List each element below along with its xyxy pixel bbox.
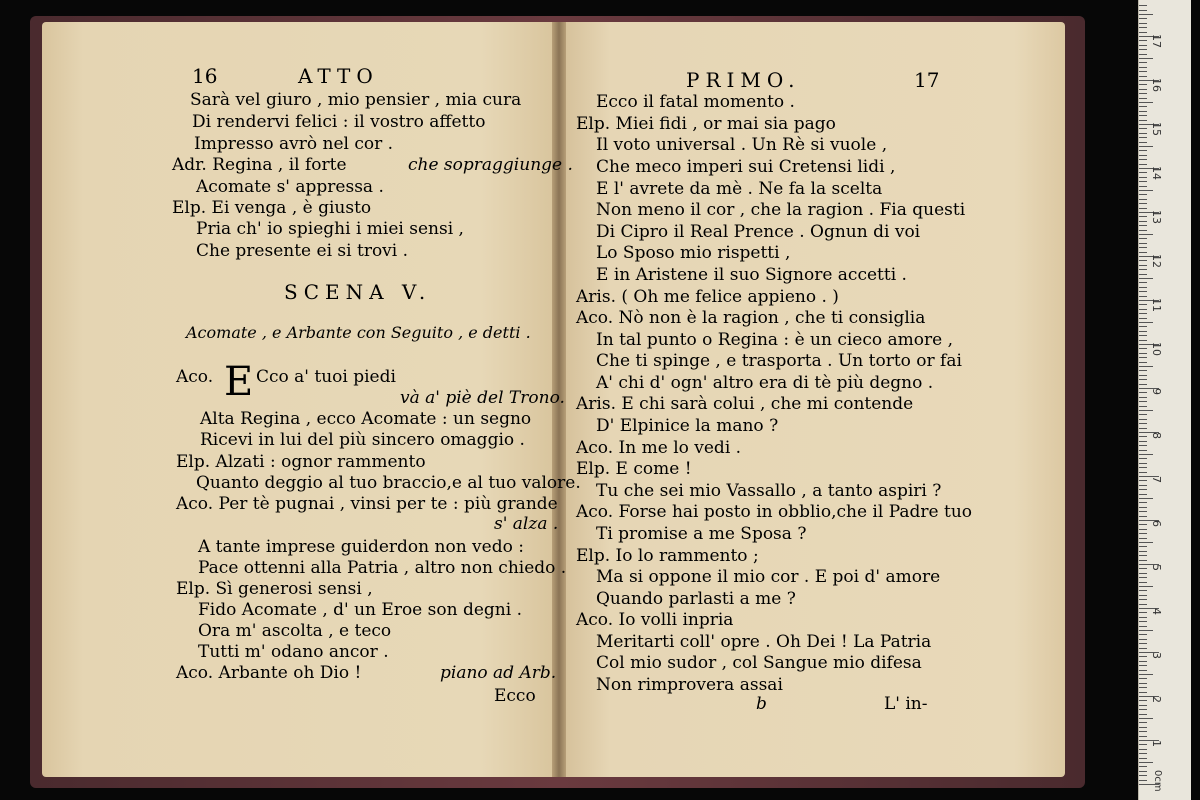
ruler-tick: [1139, 111, 1147, 112]
text-line: Pace ottenni alla Patria , altro non chiedo .: [198, 558, 567, 578]
ruler-tick: [1139, 414, 1147, 415]
ruler-tick: [1139, 203, 1147, 204]
ruler-tick: [1139, 700, 1147, 701]
ruler-tick: [1139, 313, 1147, 314]
ruler-tick: [1139, 252, 1147, 253]
text-line: Elp. Sì generosi sensi ,: [176, 579, 373, 599]
ruler-tick: [1139, 560, 1147, 561]
ruler-tick: [1139, 502, 1147, 503]
ruler-tick: [1139, 665, 1147, 666]
text-line: Che meco imperi sui Cretensi lidi ,: [596, 157, 896, 177]
ruler-tick: [1139, 617, 1147, 618]
text-line: Pria ch' io spieghi i miei sensi ,: [196, 219, 464, 239]
ruler-tick: [1139, 238, 1147, 239]
ruler-tick: [1139, 775, 1147, 776]
ruler-tick: [1139, 736, 1147, 737]
ruler-tick: [1139, 260, 1147, 261]
text-line: Elp. Miei fidi , or mai sia pago: [576, 114, 836, 134]
ruler-tick: [1139, 406, 1147, 407]
ruler-tick: [1139, 106, 1147, 107]
text-line: Aco. Per tè pugnai , vinsi per te : più grande: [176, 494, 558, 514]
text-line: D' Elpinice la mano ?: [596, 416, 779, 436]
running-head-right: PRIMO.: [686, 68, 801, 92]
ruler-tick: [1139, 318, 1147, 319]
ruler-label: 12: [1150, 254, 1163, 268]
ruler-tick: [1139, 234, 1153, 235]
ruler-tick: [1139, 524, 1147, 525]
ruler-tick: [1139, 731, 1147, 732]
ruler-tick: [1139, 5, 1147, 6]
ruler-label: 2: [1150, 696, 1163, 703]
ruler-tick: [1139, 551, 1147, 552]
ruler-tick: [1139, 67, 1147, 68]
ruler-tick: [1139, 282, 1147, 283]
ruler-tick: [1139, 758, 1147, 759]
text-line: Aco. Forse hai posto in obblio,che il Padre tuo: [576, 502, 973, 522]
text-line: Il voto universal . Un Rè si vuole ,: [596, 135, 888, 155]
ruler-tick: [1139, 326, 1147, 327]
ruler-tick: [1139, 753, 1147, 754]
ruler-tick: [1139, 538, 1147, 539]
ruler-tick: [1139, 186, 1147, 187]
ruler-tick: [1139, 639, 1147, 640]
ruler-tick: [1139, 498, 1153, 499]
ruler-tick: [1139, 89, 1147, 90]
ruler-tick: [1139, 573, 1147, 574]
ruler-tick: [1139, 164, 1147, 165]
ruler-tick: [1139, 221, 1147, 222]
ruler-label: 5: [1150, 564, 1163, 571]
ruler-label: 17: [1150, 34, 1163, 48]
ruler-tick: [1139, 58, 1153, 59]
ruler-tick: [1139, 586, 1153, 587]
ruler-label: 7: [1150, 476, 1163, 483]
ruler-label: 6: [1150, 520, 1163, 527]
ruler-tick: [1139, 375, 1147, 376]
ruler-label: 13: [1150, 210, 1163, 224]
text-line: Fido Acomate , d' un Eroe son degni .: [198, 600, 522, 620]
ruler-tick: [1139, 296, 1147, 297]
ruler-tick: [1139, 771, 1147, 772]
text-line: Sarà vel giuro , mio pensier , mia cura: [190, 90, 522, 110]
text-line: Aco. Arbante oh Dio !: [176, 663, 362, 683]
ruler-tick: [1139, 423, 1147, 424]
ruler-tick: [1139, 76, 1147, 77]
ruler-label: 0cm: [1152, 770, 1163, 792]
ruler-tick: [1139, 172, 1147, 173]
ruler-tick: [1139, 384, 1147, 385]
ruler-tick: [1139, 428, 1147, 429]
ruler-tick: [1139, 397, 1147, 398]
ruler-tick: [1139, 208, 1147, 209]
ruler-label: 16: [1150, 78, 1163, 92]
speaker-label: Aco.: [176, 367, 214, 387]
stage-direction: và a' piè del Trono.: [400, 388, 565, 408]
ruler-tick: [1139, 762, 1153, 763]
ruler-tick: [1139, 683, 1147, 684]
ruler-tick: [1139, 621, 1147, 622]
ruler-tick: [1139, 322, 1153, 323]
ruler-tick: [1139, 348, 1147, 349]
text-line: Non rimprovera assai: [596, 675, 783, 695]
ruler-tick: [1139, 84, 1147, 85]
text-line: Ecco il fatal momento .: [596, 92, 795, 112]
ruler-tick: [1139, 150, 1147, 151]
text-line: Di Cipro il Real Prence . Ognun di voi: [596, 222, 921, 242]
ruler-tick: [1139, 661, 1147, 662]
ruler-tick: [1139, 599, 1147, 600]
text-line: Quando parlasti a me ?: [596, 589, 796, 609]
ruler-tick: [1139, 546, 1147, 547]
text-line: Tutti m' odano ancor .: [198, 642, 389, 662]
ruler-tick: [1139, 357, 1147, 358]
ruler-tick: [1139, 265, 1147, 266]
ruler-tick: [1139, 454, 1153, 455]
ruler-tick: [1139, 529, 1147, 530]
ruler-tick: [1139, 54, 1147, 55]
ruler-tick: [1139, 568, 1147, 569]
ruler-tick: [1139, 115, 1147, 116]
ruler-tick: [1139, 766, 1147, 767]
ruler-tick: [1139, 507, 1147, 508]
ruler-tick: [1139, 32, 1147, 33]
ruler-label: 8: [1150, 432, 1163, 439]
ruler-tick: [1139, 177, 1147, 178]
ruler-tick: [1139, 401, 1147, 402]
ruler-tick: [1139, 366, 1153, 367]
ruler-tick: [1139, 181, 1147, 182]
ruler-tick: [1139, 630, 1153, 631]
ruler-tick: [1139, 392, 1147, 393]
ruler-tick: [1139, 648, 1147, 649]
ruler-label: 4: [1150, 608, 1163, 615]
ruler-tick: [1139, 216, 1147, 217]
ruler-tick: [1139, 674, 1153, 675]
text-line: Col mio sudor , col Sangue mio difesa: [596, 653, 922, 673]
text-line: In tal punto o Regina : è un cieco amore ,: [596, 330, 953, 350]
ruler-tick: [1139, 656, 1147, 657]
text-line: Elp. Ei venga , è giusto: [172, 198, 372, 218]
ruler-tick: [1139, 678, 1147, 679]
scene-subheading: Acomate , e Arbante con Seguito , e detti .: [186, 323, 531, 342]
measuring-ruler: [1138, 0, 1191, 800]
page-number-right: 17: [914, 68, 940, 92]
catchword-right: L' in-: [884, 694, 928, 714]
text-line: A tante imprese guiderdon non vedo :: [198, 537, 524, 557]
ruler-tick: [1139, 120, 1147, 121]
text-line: A' chi d' ogn' altro era di tè più degno .: [596, 373, 934, 393]
ruler-tick: [1139, 692, 1147, 693]
stage-direction: piano ad Arb.: [440, 663, 557, 683]
ruler-tick: [1139, 542, 1153, 543]
scene-heading: SCENA V.: [284, 280, 432, 304]
ruler-tick: [1139, 722, 1147, 723]
text-line: E in Aristene il suo Signore accetti .: [596, 265, 907, 285]
ruler-tick: [1139, 23, 1147, 24]
ruler-tick: [1139, 243, 1147, 244]
ruler-tick: [1139, 485, 1147, 486]
ruler-label: 3: [1150, 652, 1163, 659]
ruler-tick: [1139, 128, 1147, 129]
ruler-tick: [1139, 194, 1147, 195]
ruler-label: 9: [1150, 388, 1163, 395]
ruler-tick: [1139, 14, 1153, 15]
ruler-tick: [1139, 643, 1147, 644]
ruler-tick: [1139, 612, 1147, 613]
text-line: Aris. E chi sarà colui , che mi contende: [576, 394, 914, 414]
ruler-tick: [1139, 709, 1147, 710]
text-line: Aco. Io volli inpria: [576, 610, 734, 630]
ruler-tick: [1139, 744, 1147, 745]
ruler-tick: [1139, 18, 1147, 19]
ruler-tick: [1139, 102, 1153, 103]
text-line: Cco a' tuoi piedi: [256, 367, 396, 387]
ruler-tick: [1139, 533, 1147, 534]
ruler-tick: [1139, 49, 1147, 50]
ruler-tick: [1139, 146, 1153, 147]
ruler-tick: [1139, 362, 1147, 363]
ruler-tick: [1139, 269, 1147, 270]
ruler-tick: [1139, 516, 1147, 517]
ruler-tick: [1139, 687, 1147, 688]
text-line: Che ti spinge , e trasporta . Un torto or fai: [596, 351, 962, 371]
page-number-left: 16: [192, 64, 218, 88]
ruler-tick: [1139, 511, 1147, 512]
ruler-tick: [1139, 467, 1147, 468]
ruler-tick: [1139, 10, 1147, 11]
stage-direction: s' alza .: [494, 514, 559, 534]
ruler-tick: [1139, 705, 1147, 706]
ruler-tick: [1139, 40, 1147, 41]
text-line: Elp. Alzati : ognor rammento: [176, 452, 426, 472]
ruler-label: 14: [1150, 166, 1163, 180]
ruler-tick: [1139, 458, 1147, 459]
ruler-tick: [1139, 230, 1147, 231]
ruler-tick: [1139, 27, 1147, 28]
text-line: Ma si oppone il mio cor . E poi d' amore: [596, 567, 941, 587]
ruler-tick: [1139, 634, 1147, 635]
ruler-tick: [1139, 670, 1147, 671]
ruler-tick: [1139, 445, 1147, 446]
ruler-tick: [1139, 291, 1147, 292]
ruler-tick: [1139, 626, 1147, 627]
drop-capital: E: [224, 359, 254, 405]
ruler-tick: [1139, 714, 1147, 715]
ruler-tick: [1139, 595, 1147, 596]
ruler-tick: [1139, 225, 1147, 226]
text-line: Ti promise a me Sposa ?: [596, 524, 807, 544]
signature-mark: b: [756, 694, 767, 714]
text-line: Ricevi in lui del più sincero omaggio .: [200, 430, 525, 450]
text-line: Adr. Regina , il forte: [172, 155, 347, 175]
text-line: Elp. Io lo rammento ;: [576, 546, 759, 566]
text-line: Tu che sei mio Vassallo , a tanto aspiri ?: [596, 481, 942, 501]
ruler-tick: [1139, 340, 1147, 341]
ruler-tick: [1139, 450, 1147, 451]
ruler-tick: [1139, 718, 1153, 719]
ruler-label: 15: [1150, 122, 1163, 136]
text-line: Aco. Nò non è la ragion , che ti consiglia: [576, 308, 926, 328]
ruler-tick: [1139, 436, 1147, 437]
ruler-tick: [1139, 190, 1153, 191]
text-line: Che presente ei si trovi .: [196, 241, 409, 261]
ruler-tick: [1139, 335, 1147, 336]
ruler-tick: [1139, 727, 1147, 728]
ruler-tick: [1139, 590, 1147, 591]
ruler-tick: [1139, 555, 1147, 556]
ruler-tick: [1139, 353, 1147, 354]
text-line: Aco. In me lo vedi .: [576, 438, 742, 458]
ruler-tick: [1139, 287, 1147, 288]
ruler-tick: [1139, 370, 1147, 371]
ruler-label: 11: [1150, 298, 1163, 312]
ruler-label: 10: [1150, 342, 1163, 356]
ruler-tick: [1139, 199, 1147, 200]
ruler-tick: [1139, 410, 1153, 411]
text-line: Ora m' ascolta , e teco: [198, 621, 392, 641]
ruler-tick: [1139, 379, 1147, 380]
text-line: Non meno il cor , che la ragion . Fia questi: [596, 200, 966, 220]
running-head-left: ATTO: [298, 64, 379, 88]
ruler-tick: [1139, 780, 1147, 781]
text-line: Alta Regina , ecco Acomate : un segno: [200, 409, 532, 429]
ruler-tick: [1139, 463, 1147, 464]
ruler-tick: [1139, 133, 1147, 134]
text-line: Acomate s' appressa .: [196, 177, 384, 197]
ruler-tick: [1139, 749, 1147, 750]
ruler-tick: [1139, 419, 1147, 420]
text-line: Lo Sposo mio rispetti ,: [596, 243, 791, 263]
ruler-tick: [1139, 480, 1147, 481]
ruler-tick: [1139, 304, 1147, 305]
ruler-label: 1: [1150, 740, 1163, 747]
ruler-tick: [1139, 45, 1147, 46]
text-line: Di rendervi felici : il vostro affetto: [192, 112, 486, 132]
catchword-left: Ecco: [494, 686, 536, 706]
ruler-tick: [1139, 62, 1147, 63]
text-line: Aris. ( Oh me felice appieno . ): [576, 287, 839, 307]
ruler-tick: [1139, 93, 1147, 94]
ruler-tick: [1139, 142, 1147, 143]
ruler-tick: [1139, 494, 1147, 495]
ruler-tick: [1139, 577, 1147, 578]
ruler-tick: [1139, 441, 1147, 442]
ruler-tick: [1139, 331, 1147, 332]
stage-direction: che sopraggiunge .: [408, 155, 573, 175]
ruler-tick: [1139, 274, 1147, 275]
ruler-tick: [1139, 247, 1147, 248]
ruler-tick: [1139, 582, 1147, 583]
ruler-tick: [1139, 278, 1153, 279]
text-line: Quanto deggio al tuo braccio,e al tuo valore.: [196, 473, 581, 493]
text-line: Elp. E come !: [576, 459, 692, 479]
ruler-tick: [1139, 309, 1147, 310]
ruler-tick: [1139, 137, 1147, 138]
text-line: E l' avrete da mè . Ne fa la scelta: [596, 179, 883, 199]
ruler-tick: [1139, 159, 1147, 160]
ruler-tick: [1139, 71, 1147, 72]
ruler-tick: [1139, 472, 1147, 473]
ruler-tick: [1139, 489, 1147, 490]
text-line: Meritarti coll' opre . Oh Dei ! La Patria: [596, 632, 932, 652]
ruler-tick: [1139, 604, 1147, 605]
ruler-tick: [1139, 155, 1147, 156]
text-line: Impresso avrò nel cor .: [194, 134, 394, 154]
ruler-tick: [1139, 98, 1147, 99]
